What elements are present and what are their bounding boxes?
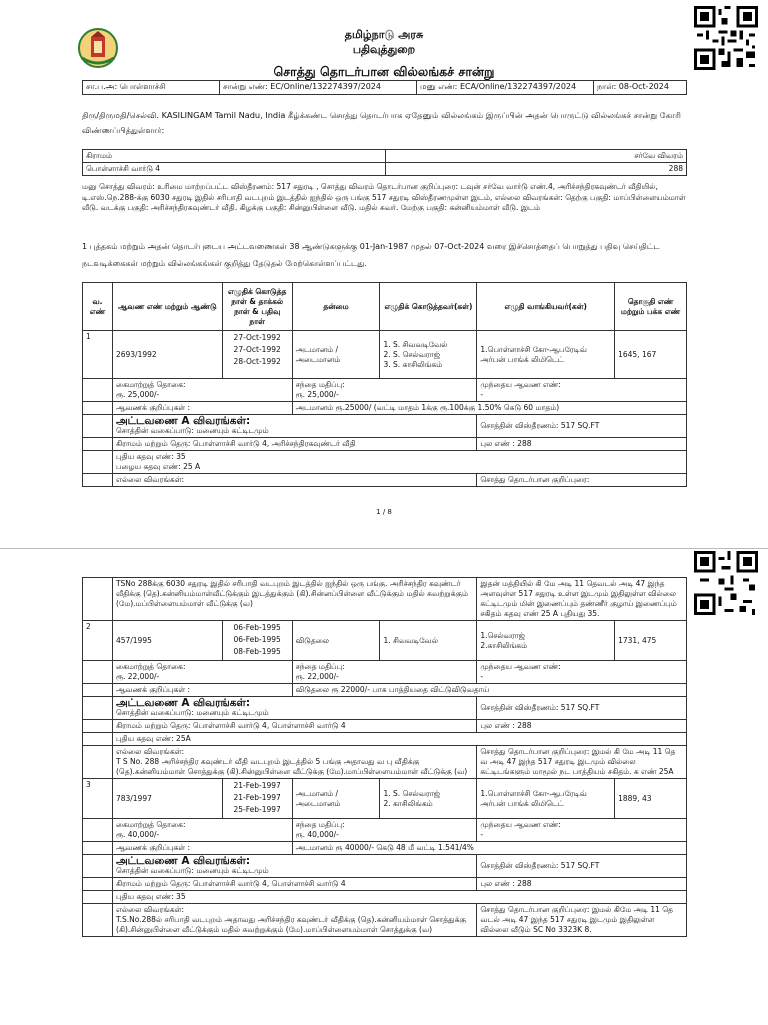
- extent-value: 517 SQ.FT: [560, 861, 600, 870]
- prop-remarks-cell: [477, 746, 687, 779]
- entry-nature: அடமானம் / அடைமானம்: [292, 331, 380, 379]
- market-cell: [292, 819, 477, 842]
- consideration-value: ரூ. 40,000/-: [115, 830, 160, 839]
- market-value: ரூ. 22,000/-: [295, 672, 339, 681]
- extent-label: சொத்தின் விஸ்தீரணம்:: [480, 861, 559, 870]
- date-presented: 27-Oct-1992: [233, 345, 281, 354]
- village-street-label: கிராமம் மற்றும் தெரு:: [115, 879, 191, 888]
- prop-remarks-label: சொத்து தொடர்பான குறிப்புரை:: [480, 747, 590, 756]
- table-row: [83, 621, 687, 661]
- consideration-cell: [112, 379, 292, 402]
- market-cell: [292, 661, 477, 684]
- prop-remarks-label-cell: [477, 474, 687, 487]
- schedule-cell: [112, 697, 476, 720]
- table-row: [83, 855, 687, 878]
- remarks-label: ஆவணக் குறிப்புகள் :: [112, 842, 292, 855]
- encumbrance-table-page1: [82, 282, 687, 487]
- certificate-title: சொத்து தொடர்பான வில்லங்கச் சான்று: [273, 64, 495, 79]
- table-header-row: [83, 283, 687, 331]
- entry-claimant: 1.பொள்ளாச்சி கோ-ஆபரேடிவ் அர்பன் பாங்க் லிமிடெட்: [477, 779, 615, 819]
- entry-sl: 1: [83, 331, 113, 379]
- entry-claimant: 1.பொள்ளாச்சி கோ-ஆபரேடிவ் அர்பன் பாங்க் லிமிடெட்: [477, 331, 615, 379]
- table-row: [83, 779, 687, 819]
- new-door-label: புதிய கதவு எண்:: [115, 452, 174, 461]
- table-row: [83, 402, 687, 415]
- survey-no-value: 288: [517, 439, 532, 448]
- prop-type-label: சொத்தின் வகைப்பாடு:: [115, 426, 194, 435]
- new-door-value: 35: [176, 892, 186, 901]
- boundaries-cell: [112, 746, 476, 779]
- market-label: சந்தை மதிப்பு:: [295, 662, 345, 671]
- date-registered: 28-Oct-1992: [233, 357, 281, 366]
- col-docno: ஆவண எண் மற்றும் ஆண்டு: [112, 283, 222, 331]
- office-cell: [83, 81, 220, 95]
- consideration-value: ரூ. 22,000/-: [115, 672, 160, 681]
- table-row: [83, 578, 687, 621]
- entry-sl: 2: [83, 621, 113, 661]
- date-presented: 06-Feb-1995: [233, 635, 281, 644]
- col-claimant: எழுதி வாங்கியவர்(கள்): [477, 283, 615, 331]
- market-value: ரூ. 40,000/-: [295, 830, 339, 839]
- prev-doc-label: முந்தைய ஆவண எண்:: [480, 380, 561, 389]
- market-value: ரூ. 25,000/-: [295, 390, 339, 399]
- survey-cell: [477, 438, 687, 451]
- prop-remarks-cell: [477, 904, 687, 937]
- intro-paragraph: திரு/திருமதி/செல்வி. KASILINGAM Tamil Nadu, India கீழ்க்கண்ட சொத்து தொடர்பாக ஏதேனும் வில்லங்கம் இருப்பின் அதன் பொருட்டு வில்லங்கச் சான்று கோரி விண்ணப்பித்துள்ளார்:: [82, 110, 682, 135]
- prev-doc-cell: [477, 819, 687, 842]
- col-sl: வ. எண்: [83, 283, 113, 331]
- prop-type-value: மனையும் கட்டிடமும்: [196, 866, 269, 875]
- village-street-cell: [112, 438, 476, 451]
- entry-nature: விடுதலை: [292, 621, 380, 661]
- consideration-value: ரூ. 25,000/-: [115, 390, 160, 399]
- market-label: சந்தை மதிப்பு:: [295, 380, 345, 389]
- schedule-heading: அட்டவணை A விவரங்கள்:: [115, 855, 251, 867]
- office-value: பொள்ளாச்சி: [119, 82, 166, 91]
- survey-no-value: 288: [517, 879, 532, 888]
- entry-docno: 457/1995: [112, 621, 222, 661]
- prev-doc-value: -: [480, 390, 484, 399]
- entry-docno: 2693/1992: [112, 331, 222, 379]
- entry-sl: 3: [83, 779, 113, 819]
- table-row: [83, 661, 687, 684]
- office-label: சா.ப.அ:: [86, 82, 118, 91]
- page-number: 1 / 8: [376, 508, 392, 516]
- extent-cell: [477, 415, 687, 438]
- extent-label: சொத்தின் விஸ்தீரணம்:: [480, 421, 559, 430]
- survey-cell: [477, 878, 687, 891]
- date-registered: 08-Feb-1995: [233, 647, 281, 656]
- date-cell: [594, 81, 687, 95]
- prop-remarks-label: சொத்து தொடர்பான குறிப்புரை:: [480, 905, 590, 914]
- extent-value: 517 SQ.FT: [560, 703, 600, 712]
- table-row: [83, 331, 687, 379]
- survey-label: புல எண் :: [480, 879, 515, 888]
- survey-cell: [477, 720, 687, 733]
- consideration-cell: [112, 819, 292, 842]
- table-row: [83, 733, 687, 746]
- table-row: [83, 878, 687, 891]
- entry-nature: அடமானம் / அடைமானம்: [292, 779, 380, 819]
- table-row: [83, 415, 687, 438]
- extent-cell: [477, 855, 687, 878]
- qr-code-icon: [694, 551, 758, 615]
- village-street-label: கிராமம் மற்றும் தெரு:: [115, 439, 191, 448]
- new-door-value: 25A: [176, 734, 191, 743]
- door-cell: [112, 451, 686, 474]
- remarks-label: ஆவணக் குறிப்புகள் :: [112, 684, 292, 697]
- col-dates: எழுதிக் கொடுத்த நாள் & தாக்கல் நாள் & பதிவு நாள்: [222, 283, 292, 331]
- entry-dates: [222, 621, 292, 661]
- cert-no-value: EC/Online/132274397/2024: [270, 82, 381, 91]
- entry-executant: 1. S. செல்வராஜ் 2. காசிலிங்கம்: [380, 779, 477, 819]
- extent-cell: [477, 697, 687, 720]
- village-street-value: பொள்ளாச்சி வார்டு 4, பொள்ளாச்சி வார்டு 4: [192, 879, 346, 888]
- cert-no-cell: [220, 81, 417, 95]
- boundaries-value: T S No. 288 அரிச்சந்திர கவுண்டர் வீதி வடபுறம் இடத்தில் 5 பங்கு அதாவது வ பு வீதிக்கு (தெ).கன்னியம்மாள் சொத்துக்கு (கி).சின்னுபிள்ளை வீட்டுக்கு (மே).மாப்பிள்ளையம்மாள் வீட்டுக்கு (வ): [115, 757, 468, 776]
- table-row: [83, 891, 687, 904]
- prev-doc-value: -: [480, 830, 484, 839]
- table-row: [83, 684, 687, 697]
- village-header: கிராமம்: [83, 150, 386, 163]
- col-nature: தன்மை: [292, 283, 380, 331]
- prop-type-value: மனையும் கட்டிடமும்: [196, 426, 269, 435]
- boundaries-label: எல்லை விவரங்கள்:: [115, 747, 184, 756]
- prop-remarks-value: இமல் கி மே அடி 11 தெ வ அடி 47 இந்த 517 சதுரடி இடமும் வில்லை கட்டிடங்களும் மாமூல் நட பாத்தியம் சகிதம். க எண் 25A: [480, 747, 676, 776]
- consideration-label: கைமாற்றுத் தொகை:: [115, 662, 186, 671]
- schedule-cell: [112, 855, 476, 878]
- schedule-cell: [112, 415, 476, 438]
- dept-title: பதிவுத்துறை: [352, 43, 416, 56]
- certificate-meta-table: [82, 80, 687, 95]
- govt-title: தமிழ்நாடு அரசு: [344, 28, 424, 41]
- table-row: [83, 451, 687, 474]
- new-door-label: புதிய கதவு எண்:: [115, 734, 174, 743]
- village-survey-table: [82, 149, 687, 176]
- table-row: [83, 904, 687, 937]
- new-door-label: புதிய கதவு எண்:: [115, 892, 174, 901]
- property-description: மனு சொத்து விவரம்: உரிமை மாற்றப்பட்ட விஸ்தீரணம்: 517 சதுரடி , சொத்து விவரம் தொடர்பான குறிப்புரை: டவுன் சர்வே வார்டு எண்.4, அரிச்சந்திரகவுண்டர் வீதியில், டி.எஸ்.நெ.288-க்கு 6030 சதுரடி இதில் சரிபாதி வடபுறம் இடத்தில் ஐந்தில் ஒரு பங்கு 517 சதுரடி விஸ்தீரணமுள்ள இடம், எல்லை விவரங்கள்: தெற்கு பகுதி: மாப்பிள்ளையம்மாள் வீடு. வடக்கு பகுதி: அரிச்சந்திரகவுண்டர் வீதி. கிழக்கு பகுதி: சின்னுபிள்ளை வீடு. மதில் சுவர். மேற்கு பகுதி: கன்னியம்மாள் வீடு. இடம்: [82, 182, 686, 212]
- table-row: [83, 697, 687, 720]
- village-street-label: கிராமம் மற்றும் தெரு:: [115, 721, 191, 730]
- app-no-value: ECA/Online/132274397/2024: [459, 82, 577, 91]
- date-value: 08-Oct-2024: [618, 82, 669, 91]
- boundaries-cell: [112, 904, 476, 937]
- date-registered: 25-Feb-1997: [233, 805, 281, 814]
- remarks-value: அடமானம் ரூ.25000/ (வட்டி மாதம் 1க்கு ரூ.100க்கு 1.50% கெடு 60 மாதம்): [292, 402, 686, 415]
- encumbrance-table-page2: [82, 577, 687, 937]
- survey-no-value: 288: [517, 721, 532, 730]
- entry-executant: 1. சிவவடிவேல்: [380, 621, 477, 661]
- survey-label: புல எண் :: [480, 721, 515, 730]
- entry-vol: 1889, 43: [615, 779, 687, 819]
- table-row: [83, 379, 687, 402]
- date-presented: 21-Feb-1997: [233, 793, 281, 802]
- cert-no-label: சான்று எண்:: [223, 82, 268, 91]
- remarks-value: விடுதலை ரூ 22000/- பாக பாத்தியதை விட்டுவிடுவதாய்: [292, 684, 686, 697]
- village-street-value: பொள்ளாச்சி வார்டு 4, அரிச்சந்திரகவுண்டர் வீதி: [192, 439, 356, 448]
- market-label: சந்தை மதிப்பு:: [295, 820, 345, 829]
- search-period-paragraph: 1 புத்தகம் மற்றும் அதன் தொடர்புடைய அட்டவணைகள் 38 ஆண்டுகளுக்கு 01-Jan-1987 முதல் 07-Oct-2024 வரை இச்சொத்தைப் பொறுத்து பதிவு செய்திட்ட நடவடிக்கைகள் மற்றும் வில்லங்கங்கள் குறித்து தேடுதல் மேற்கொள்ளப்பட்டது.: [82, 242, 660, 268]
- consideration-label: கைமாற்றுத் தொகை:: [115, 820, 186, 829]
- entry-claimant: 1.செல்வராஜ் 2.காசிலிங்கம்: [477, 621, 615, 661]
- page-2: [0, 548, 768, 1025]
- table-row: [83, 720, 687, 733]
- village-street-value: பொள்ளாச்சி வார்டு 4, பொள்ளாச்சி வார்டு 4: [192, 721, 346, 730]
- table-row: [83, 746, 687, 779]
- boundaries-label: எல்லை விவரங்கள்:: [115, 905, 184, 914]
- new-door-value: 35: [176, 452, 186, 461]
- col-vol: தொகுதி எண் மற்றும் பக்க எண்: [615, 283, 687, 331]
- village-street-cell: [112, 720, 476, 733]
- boundaries-value: TSNo 288க்கு 6030 சதுரடி இதில் சரிபாதி வடபுறம் இடத்தில் ஐந்தில் ஒரு பங்கு. அரிச்சந்திர கவுண்டர் வீதிக்கு (தெ).கன்னியம்மாள்வீட்டுக்கும் இடத்துக்கும் (கி).சின்னப்பிள்ளை வீட்டுக்கும் மதில் சுவற்றுக்கும் (மே).மப்பிள்ளையம்மாள் வீட்டுக்கு (வ): [112, 578, 476, 621]
- schedule-heading: அட்டவணை A விவரங்கள்:: [115, 415, 251, 427]
- remarks-value: அடமானம் ரூ 40000/- கெடு 48 மீ வட்டி 1.541/4%: [292, 842, 686, 855]
- old-door-value: 25 A: [183, 462, 201, 471]
- table-row: [83, 842, 687, 855]
- boundaries-label: எல்லை விவரங்கள்:: [112, 474, 476, 487]
- prop-remarks-label: சொத்து தொடர்பான குறிப்புரை:: [480, 475, 590, 484]
- entry-dates: [222, 779, 292, 819]
- entry-vol: 1731, 475: [615, 621, 687, 661]
- prev-doc-cell: [477, 661, 687, 684]
- prop-remarks-value: இதன் மத்தியில் கி மே அடி 11 தெவடல் அடி 47 இந்த அளவுள்ள 517 சதுரடி உள்ள இடமும் இதிலுள்ள வில்லை கட்டிடமும் மின் இணைப்பும் தண்ணீர் குழாய் இணைப்பும் சகிதம் கதவு எண் 25 A புதியது 35.: [477, 578, 687, 621]
- prop-type-label: சொத்தின் வகைப்பாடு:: [115, 708, 194, 717]
- door-cell: [112, 733, 686, 746]
- table-row: [83, 474, 687, 487]
- date-executed: 21-Feb-1997: [233, 781, 281, 790]
- entry-executant: 1. S. சிவவடிவேல் 2. S. செல்வராஜ் 3. S. காசிலிங்கம்: [380, 331, 477, 379]
- table-row: [83, 819, 687, 842]
- entry-docno: 783/1997: [112, 779, 222, 819]
- consideration-label: கைமாற்றுத் தொகை:: [115, 380, 186, 389]
- village-street-cell: [112, 878, 476, 891]
- extent-value: 517 SQ.FT: [560, 421, 600, 430]
- entry-vol: 1645, 167: [615, 331, 687, 379]
- col-executant: எழுதிக் கொடுத்தவர்(கள்): [380, 283, 477, 331]
- boundaries-value: T.S.No.288ல் சரிபாதி வடபுறம் அதாவது அரிச்சந்திர கவுண்டர் வீதிக்கு (தெ).கன்னியம்மாள் சொத்துக்கு (கி).சின்னுபிள்ளை வீட்டுக்கும் மதில் சுவற்றுக்கும் (மே).மாப்பிள்ளையம்மாள் சொத்துக்கு (வ): [115, 915, 467, 934]
- survey-header: சர்வே விவரம்: [386, 150, 687, 163]
- prop-type-value: மனையும் கட்டிடமும்: [196, 708, 269, 717]
- app-no-cell: [417, 81, 594, 95]
- survey-value: 288: [386, 163, 687, 176]
- date-label: நாள்:: [597, 82, 617, 91]
- prev-doc-value: -: [480, 672, 484, 681]
- entry-dates: [222, 331, 292, 379]
- survey-label: புல எண் :: [480, 439, 515, 448]
- prev-doc-label: முந்தைய ஆவண எண்:: [480, 820, 561, 829]
- market-cell: [292, 379, 477, 402]
- schedule-heading: அட்டவணை A விவரங்கள்:: [115, 697, 251, 709]
- date-executed: 27-Oct-1992: [233, 333, 281, 342]
- prev-doc-cell: [477, 379, 687, 402]
- prev-doc-label: முந்தைய ஆவண எண்:: [480, 662, 561, 671]
- old-door-label: பழைய கதவு எண்:: [115, 462, 181, 471]
- consideration-cell: [112, 661, 292, 684]
- app-no-label: மனு எண்:: [420, 82, 458, 91]
- remarks-label: ஆவணக் குறிப்புகள் :: [112, 402, 292, 415]
- extent-label: சொத்தின் விஸ்தீரணம்:: [480, 703, 559, 712]
- prop-remarks-value: இமல் கிமே அடி 11 தெ வடல் அடி 47 இந்த 517 சதுரடி இடமும் இதிலுள்ள வில்லை வீடும் SC No 3323K 8.: [480, 905, 674, 934]
- village-value: பொள்ளாச்சி வார்டு 4: [83, 163, 386, 176]
- date-executed: 06-Feb-1995: [233, 623, 281, 632]
- table-row: [83, 438, 687, 451]
- door-cell: [112, 891, 686, 904]
- prop-type-label: சொத்தின் வகைப்பாடு:: [115, 866, 194, 875]
